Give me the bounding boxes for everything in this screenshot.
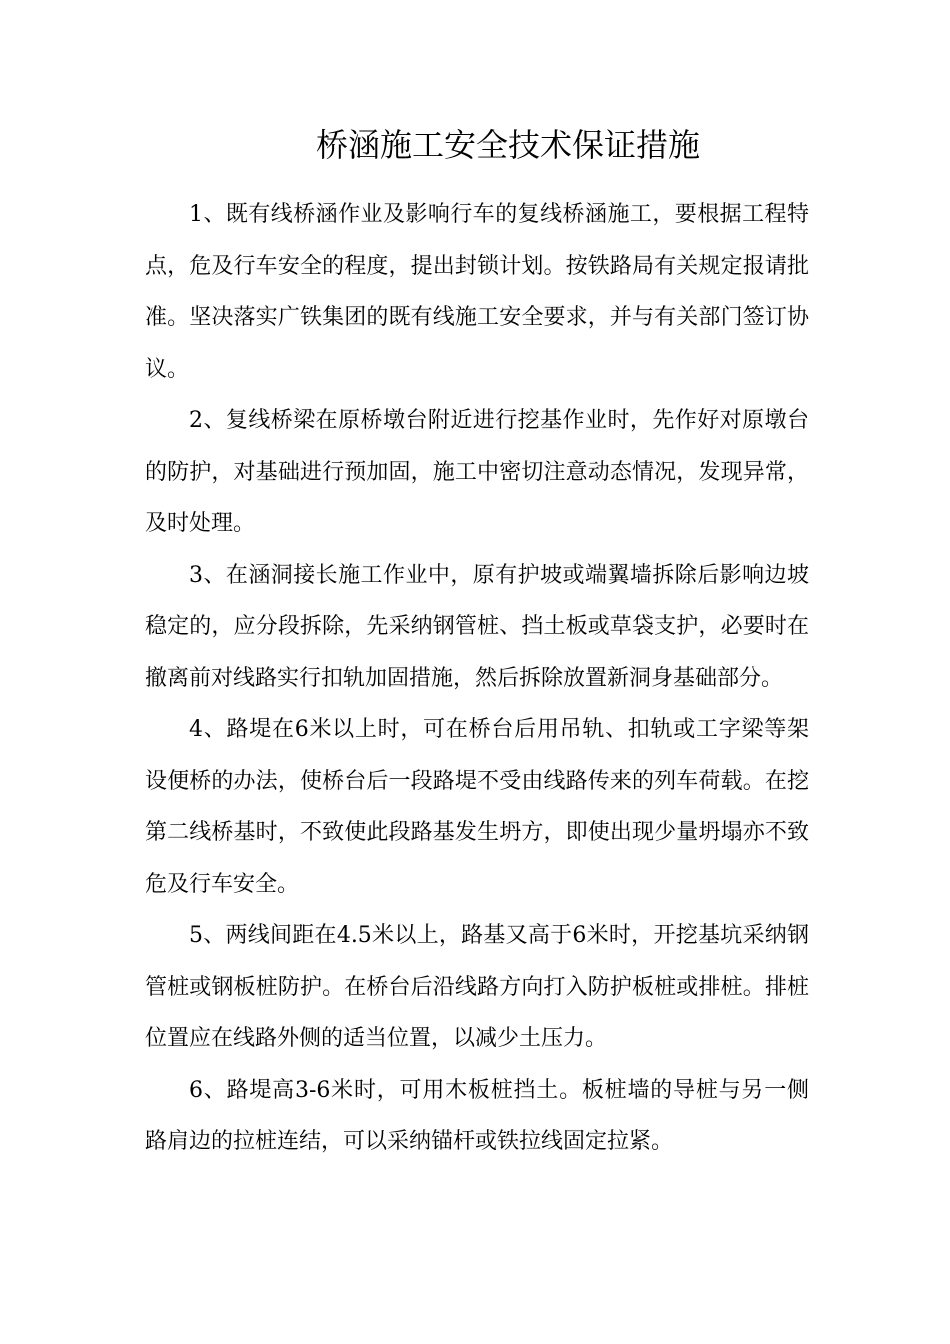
document-title: 桥涵施工安全技术保证措施 bbox=[315, 126, 700, 164]
paragraph-2: 2、复线桥梁在原桥墩台附近进行挖基作业时，先作好对原墩台的防护，对基础进行预加固，施工中密切注意动态情况，发现异常，及时处理。 bbox=[145, 408, 809, 536]
paragraph-4: 4、路堤在6米以上时，可在桥台后用吊轨、扣轨或工字梁等架设便桥的办法，使桥台后一段路堤不受由线路传来的列车荷载。在挖第二线桥基时，不致使此段路基发生坍方，即使出现少量坍塌亦不致危及行车安全。 bbox=[145, 717, 809, 897]
paragraph-5: 5、两线间距在4.5米以上，路基又高于6米时，开挖基坑采纳钢管桩或钢板桩防护。在桥台后沿线路方向打入防护板桩或排桩。排桩位置应在线路外侧的适当位置，以减少土压力。 bbox=[145, 923, 809, 1051]
paragraph-6: 6、路堤高3-6米时，可用木板桩挡土。板桩墙的导桩与另一侧路肩边的拉桩连结，可以采纳锚杆或铁拉线固定拉紧。 bbox=[145, 1077, 809, 1154]
document-body bbox=[145, 189, 809, 1168]
paragraph-3: 3、在涵洞接长施工作业中，原有护坡或端翼墙拆除后影响边坡稳定的，应分段拆除，先采纳钢管桩、挡土板或草袋支护，必要时在撤离前对线路实行扣轨加固措施，然后拆除放置新洞身基础部分。 bbox=[145, 562, 809, 691]
paragraph-1: 1、既有线桥涵作业及影响行车的复线桥涵施工，要根据工程特点，危及行车安全的程度，提出封锁计划。按铁路局有关规定报请批准。坚决落实广铁集团的既有线施工安全要求，并与有关部门签订协议。 bbox=[145, 202, 809, 382]
